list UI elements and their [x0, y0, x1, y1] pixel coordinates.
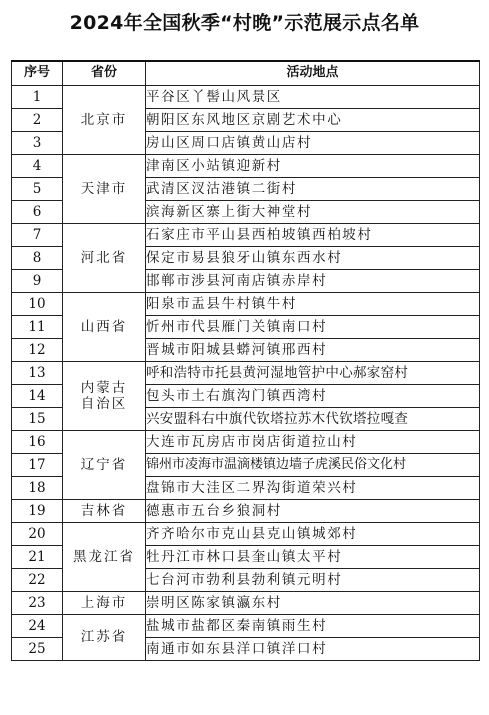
province-cell: 吉林省 [63, 499, 146, 522]
province-cell: 北京市 [63, 85, 146, 154]
header-province: 省份 [63, 61, 146, 85]
row-number: 24 [12, 614, 63, 637]
site-cell: 南通市如东县洋口镇洋口村 [146, 637, 480, 660]
province-cell: 上海市 [63, 591, 146, 614]
site-cell: 七台河市勃利县勃利镇元明村 [146, 568, 480, 591]
row-number: 17 [12, 453, 63, 476]
table-row [12, 85, 480, 108]
site-cell: 朝阳区东风地区京剧艺术中心 [146, 108, 480, 131]
site-cell: 包头市土右旗沟门镇西湾村 [146, 384, 480, 407]
row-number: 22 [12, 568, 63, 591]
table-row [12, 522, 480, 545]
site-cell: 锦州市凌海市温滴楼镇边墙子虎溪民俗文化村 [146, 453, 480, 476]
table-row [12, 430, 480, 453]
province-cell: 山西省 [63, 292, 146, 361]
table-row [12, 614, 480, 637]
site-cell: 邯郸市涉县河南店镇赤岸村 [146, 269, 480, 292]
site-cell: 德惠市五台乡狼洞村 [146, 499, 480, 522]
table-row [12, 223, 480, 246]
site-cell: 房山区周口店镇黄山店村 [146, 131, 480, 154]
row-number: 11 [12, 315, 63, 338]
row-number: 8 [12, 246, 63, 269]
row-number: 3 [12, 131, 63, 154]
site-cell: 盐城市盐都区秦南镇雨生村 [146, 614, 480, 637]
province-cell: 河北省 [63, 223, 146, 292]
table-row [12, 499, 480, 522]
row-number: 9 [12, 269, 63, 292]
row-number: 10 [12, 292, 63, 315]
table-row [12, 591, 480, 614]
row-number: 7 [12, 223, 63, 246]
site-cell: 大连市瓦房店市岗店街道拉山村 [146, 430, 480, 453]
site-cell: 阳泉市盂县牛村镇牛村 [146, 292, 480, 315]
row-number: 23 [12, 591, 63, 614]
page-title: 2024年全国秋季“村晚”示范展示点名单 [69, 12, 420, 34]
site-cell: 平谷区丫髻山风景区 [146, 85, 480, 108]
site-cell: 晋城市阳城县蟒河镇邢西村 [146, 338, 480, 361]
row-number: 25 [12, 637, 63, 660]
row-number: 18 [12, 476, 63, 499]
province-cell: 黑龙江省 [63, 522, 146, 591]
province-cell: 江苏省 [63, 614, 146, 660]
row-number: 20 [12, 522, 63, 545]
site-cell: 武清区汊沽港镇二街村 [146, 177, 480, 200]
site-cell: 崇明区陈家镇瀛东村 [146, 591, 480, 614]
site-cell: 滨海新区寨上街大神堂村 [146, 200, 480, 223]
table-row [12, 154, 480, 177]
site-cell: 忻州市代县雁门关镇南口村 [146, 315, 480, 338]
row-number: 5 [12, 177, 63, 200]
row-number: 4 [12, 154, 63, 177]
row-number: 1 [12, 85, 63, 108]
table-row [12, 361, 480, 384]
site-cell: 津南区小站镇迎新村 [146, 154, 480, 177]
row-number: 15 [12, 407, 63, 430]
row-number: 16 [12, 430, 63, 453]
site-cell: 盘锦市大洼区二界沟街道荣兴村 [146, 476, 480, 499]
row-number: 12 [12, 338, 63, 361]
province-cell: 天津市 [63, 154, 146, 223]
site-cell: 呼和浩特市托县黄河湿地管护中心郝家窑村 [146, 361, 480, 384]
table-body [12, 85, 480, 660]
row-number: 13 [12, 361, 63, 384]
site-cell: 牡丹江市林口县奎山镇太平村 [146, 545, 480, 568]
province-cell: 辽宁省 [63, 430, 146, 499]
header-no: 序号 [12, 61, 63, 85]
table-row [12, 292, 480, 315]
site-cell: 保定市易县狼牙山镇东西水村 [146, 246, 480, 269]
site-cell: 齐齐哈尔市克山县克山镇城郊村 [146, 522, 480, 545]
row-number: 21 [12, 545, 63, 568]
site-cell: 兴安盟科右中旗代钦塔拉苏木代钦塔拉嘎查 [146, 407, 480, 430]
row-number: 14 [12, 384, 63, 407]
header-site: 活动地点 [146, 61, 480, 85]
province-cell: 内蒙古 自治区 [63, 361, 146, 430]
table-header-row [12, 61, 480, 85]
row-number: 6 [12, 200, 63, 223]
row-number: 19 [12, 499, 63, 522]
row-number: 2 [12, 108, 63, 131]
demo-sites-table [11, 60, 480, 661]
site-cell: 石家庄市平山县西柏坡镇西柏坡村 [146, 223, 480, 246]
